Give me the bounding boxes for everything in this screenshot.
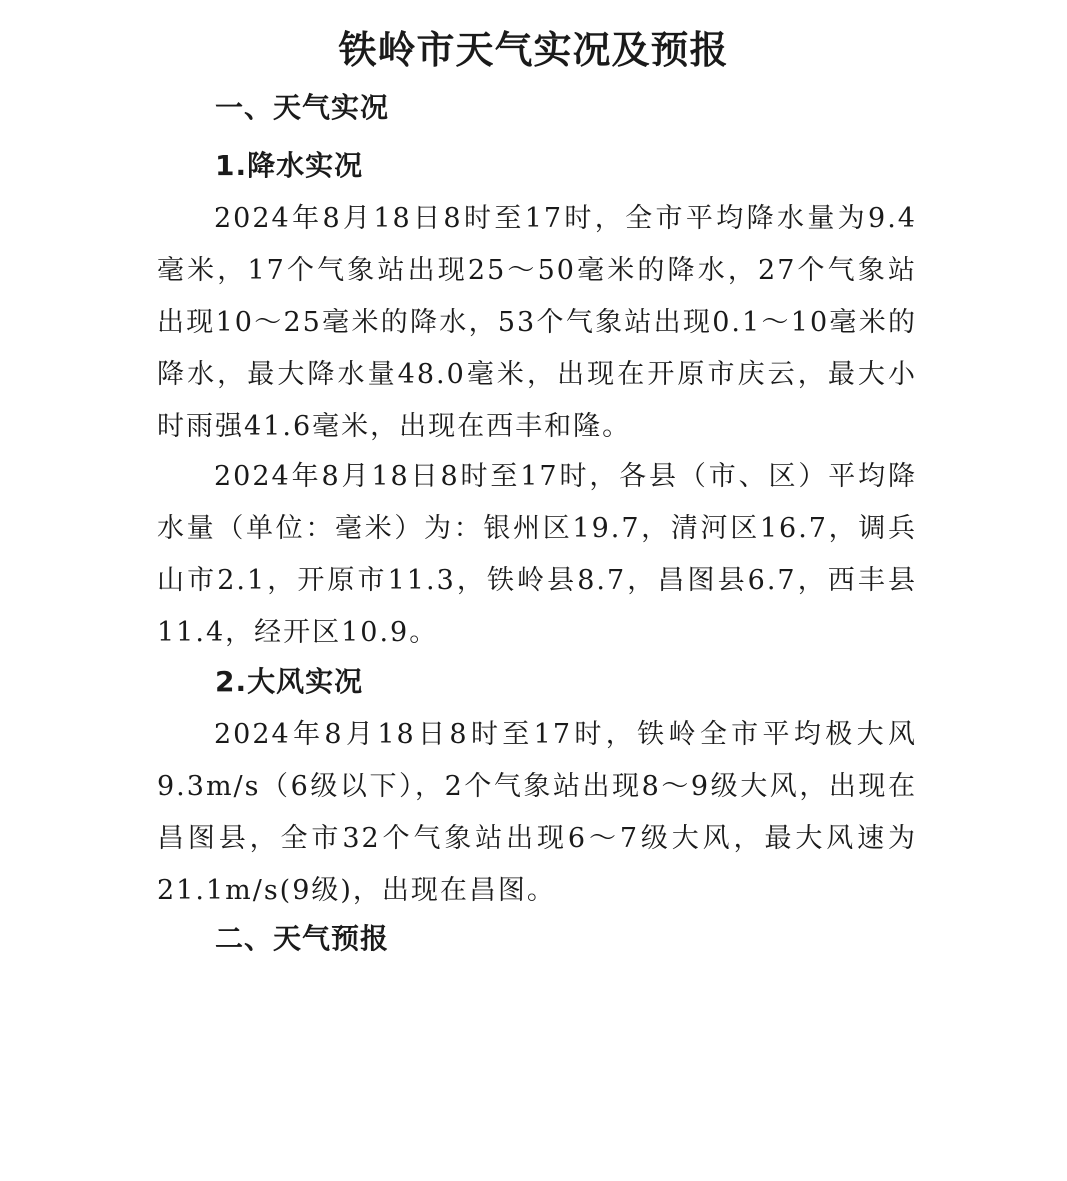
section-heading-weather-forecast: 二、天气预报 xyxy=(215,922,390,955)
county-precipitation-paragraph: 2024年8月18日8时至17时，各县（市、区）平均降水量（单位：毫米）为：银州区19.7，清河区16.7，调兵山市2.1，开原市11.3，铁岭县8.7，昌图县6.7，西丰县11.4，经开区10.9。 xyxy=(157,461,917,648)
precipitation-paragraph: 2024年8月18日8时至17时，全市平均降水量为9.4毫米，17个气象站出现25～50毫米的降水，27个气象站出现10～25毫米的降水，53个气象站出现0.1～10毫米的降水，最大降水量48.0毫米，出现在开原市庆云，最大小时雨强41.6毫米，出现在西丰和隆。 xyxy=(157,203,917,442)
page-title: 铁岭市天气实况及预报 xyxy=(338,28,729,72)
subsection-heading-wind: 2.大风实况 xyxy=(215,665,364,698)
section-heading-weather-observation: 一、天气实况 xyxy=(215,91,390,124)
wind-paragraph: 2024年8月18日8时至17时，铁岭全市平均极大风9.3m/s（6级以下），2个气象站出现8～9级大风，出现在昌图县，全市32个气象站出现6～7级大风，最大风速为21.1m/s(9级)，出现在昌图。 xyxy=(157,719,917,906)
subsection-heading-precipitation: 1.降水实况 xyxy=(215,149,364,182)
